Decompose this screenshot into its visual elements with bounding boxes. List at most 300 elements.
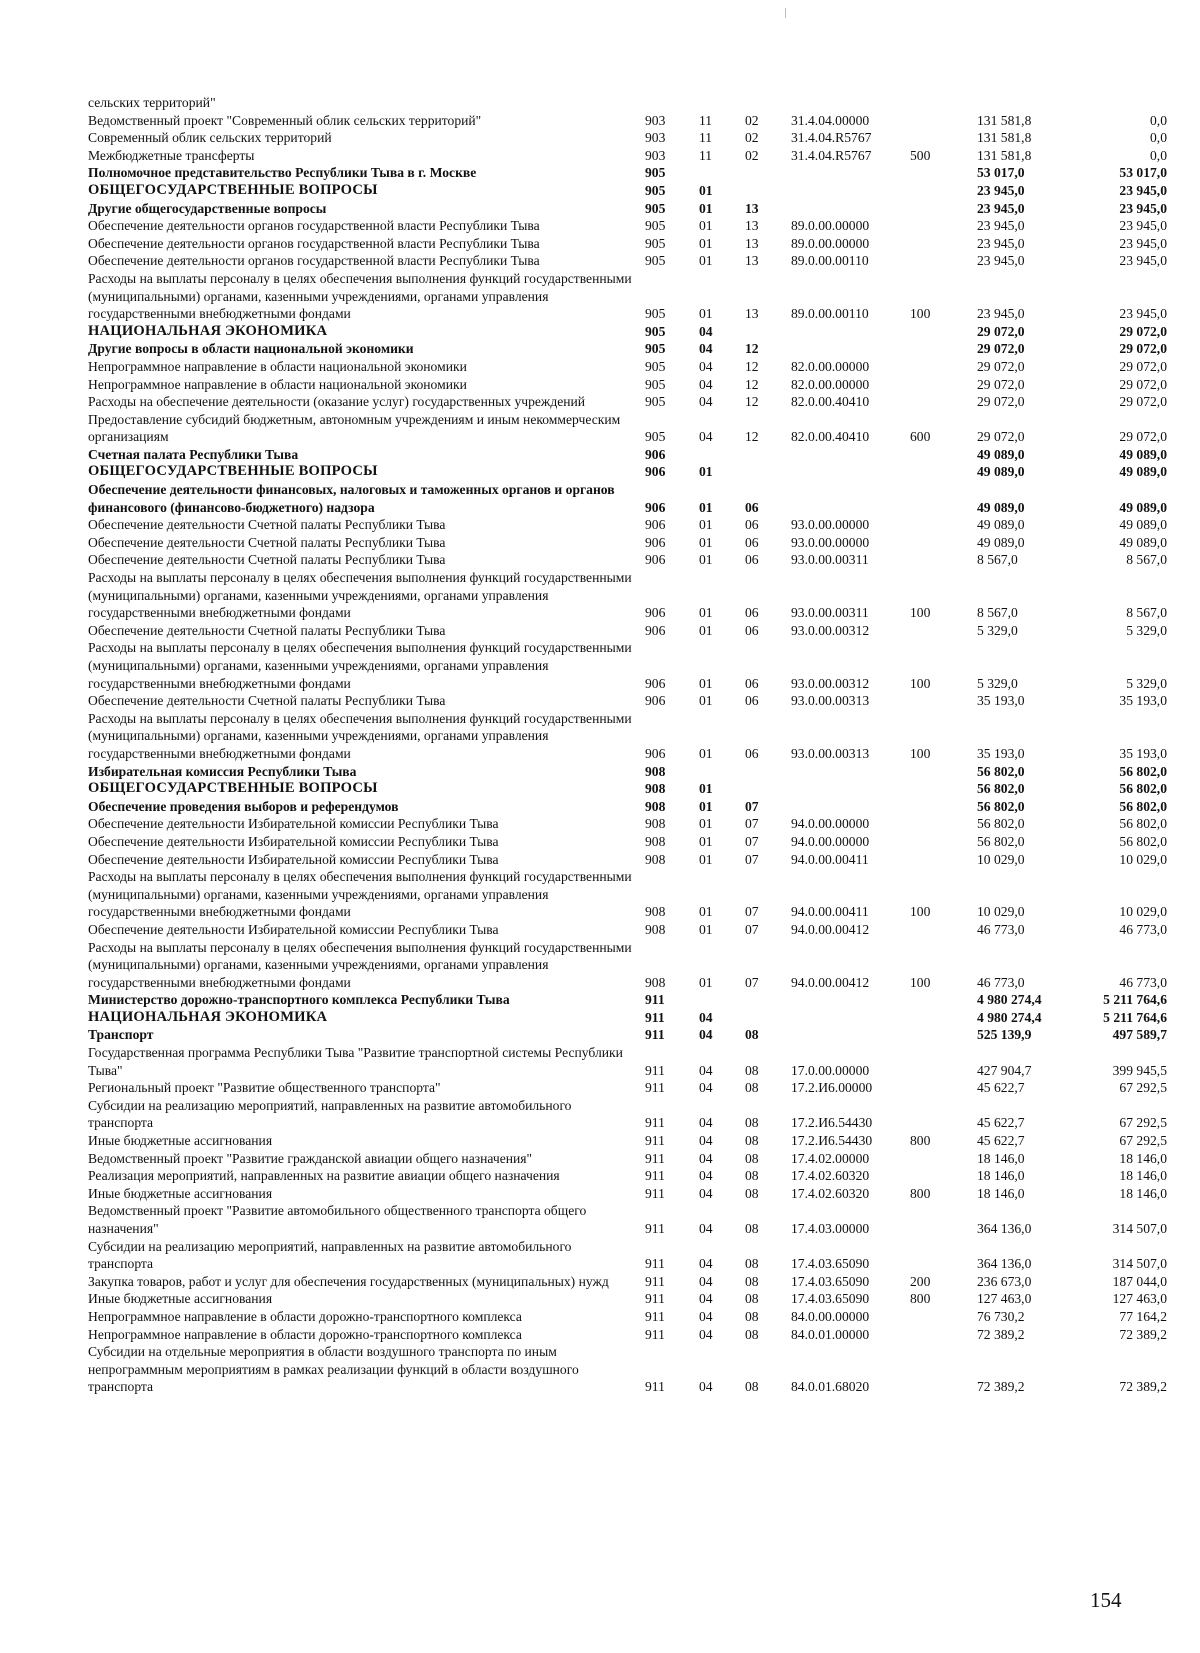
table-row	[88, 94, 1173, 112]
amount-year-1: 76 730,2	[977, 1308, 1025, 1324]
expense-type-code	[902, 815, 957, 833]
target-article-code: 93.0.00.00311	[791, 605, 869, 621]
row-name: Транспорт	[88, 1027, 154, 1043]
subsection-code: 06	[745, 552, 759, 568]
target-article-code: 17.4.02.60320	[791, 1168, 870, 1184]
ved-code: 906	[645, 552, 666, 568]
section-code	[687, 164, 733, 182]
ved-code: 905	[645, 165, 666, 181]
table-row	[88, 1343, 1173, 1396]
subsection-code: 06	[745, 517, 759, 533]
subsection-code	[733, 763, 779, 781]
row-name: Ведомственный проект "Развитие автомобильного общественного транспорта общего назначения"	[88, 1203, 587, 1236]
amount-year-1: 5 329,0	[977, 675, 1018, 691]
amount-year-1: 18 146,0	[977, 1185, 1025, 1201]
table-row	[88, 1185, 1173, 1203]
ved-code: 911	[645, 1168, 665, 1184]
section-code: 01	[699, 182, 713, 198]
ved-code: 903	[645, 112, 666, 128]
section-code: 01	[699, 218, 713, 234]
section-code: 01	[699, 605, 713, 621]
row-name: Современный облик сельских территорий	[88, 130, 332, 146]
amount-year-2: 23 945,0	[1119, 182, 1167, 198]
ved-code: 911	[645, 1115, 665, 1131]
section-code: 01	[699, 464, 713, 480]
amount-year-2: 35 193,0	[1119, 693, 1167, 709]
expense-type-code	[902, 833, 957, 851]
ved-code: 905	[645, 323, 666, 339]
subsection-code: 02	[745, 112, 759, 128]
row-name: Непрограммное направление в области дорожно-транспортного комплекса	[88, 1326, 522, 1342]
row-name: Обеспечение деятельности органов государственной власти Республики Тыва	[88, 253, 540, 269]
ved-code: 911	[645, 1133, 665, 1149]
expense-type-code	[902, 252, 957, 270]
amount-year-2	[1067, 94, 1173, 112]
expense-type-code	[902, 991, 957, 1009]
ved-code: 911	[645, 1256, 665, 1272]
row-name: Расходы на выплаты персоналу в целях обеспечения выполнения функций государственными (муниципальными) органами, казенными учреждениями, органами управления государственными внебюджетными фондами	[88, 640, 632, 691]
target-article-code: 93.0.00.00000	[791, 534, 870, 550]
page-number: 154	[1090, 1588, 1122, 1612]
target-article-code: 89.0.00.00110	[791, 253, 869, 269]
ved-code: 906	[645, 622, 666, 638]
section-code: 01	[699, 745, 713, 761]
amount-year-2: 35 193,0	[1119, 745, 1167, 761]
row-name: Предоставление субсидий бюджетным, автономным учреждениям и иным некоммерческим организациям	[88, 411, 621, 445]
expense-type-code	[902, 217, 957, 235]
expense-type-code	[902, 393, 957, 411]
section-code: 01	[699, 816, 713, 832]
amount-year-2: 49 089,0	[1119, 499, 1167, 515]
amount-year-2: 5 211 764,6	[1103, 1009, 1167, 1025]
expense-type-code	[902, 921, 957, 939]
subsection-code	[733, 780, 779, 798]
subsection-code: 08	[745, 1133, 759, 1149]
section-code: 01	[699, 693, 713, 709]
row-name: Полномочное представительство Республики Тыва в г. Москве	[88, 165, 477, 181]
section-code: 04	[699, 1221, 713, 1236]
target-article-code: 31.4.04.R5767	[791, 147, 872, 163]
target-article-code: 89.0.00.00000	[791, 218, 870, 234]
target-article-code: 17.2.И6.54430	[791, 1115, 873, 1131]
budget-table	[88, 94, 1173, 1396]
subsection-code	[733, 182, 779, 200]
section-code: 04	[699, 1133, 713, 1149]
table-row	[88, 991, 1173, 1009]
row-name: Межбюджетные трансферты	[88, 147, 255, 163]
target-article-code: 93.0.00.00312	[791, 622, 870, 638]
subsection-code: 08	[745, 1080, 759, 1096]
ved-code: 906	[645, 745, 666, 761]
target-article-code: 82.0.00.00000	[791, 376, 870, 392]
ved-code: 911	[645, 1080, 665, 1096]
expense-type-code	[902, 851, 957, 869]
subsection-code: 08	[745, 1308, 759, 1324]
amount-year-2: 8 567,0	[1126, 605, 1167, 621]
table-row	[88, 516, 1173, 534]
amount-year-1: 29 072,0	[977, 376, 1025, 392]
section-code: 04	[699, 358, 713, 374]
section-code: 01	[699, 235, 713, 251]
amount-year-2: 46 773,0	[1119, 921, 1167, 937]
expense-type-code: 100	[910, 974, 931, 990]
row-name: Расходы на выплаты персоналу в целях обеспечения выполнения функций государственными (муниципальными) органами, казенными учреждениями, органами управления государственными внебюджетными фондами	[88, 570, 632, 621]
expense-type-code	[902, 481, 957, 516]
target-article-code: 84.0.01.00000	[791, 1326, 870, 1342]
table-row	[88, 569, 1173, 622]
subsection-code	[733, 463, 779, 481]
row-name: Расходы на выплаты персоналу в целях обеспечения выполнения функций государственными (муниципальными) органами, казенными учреждениями, органами управления государственными внебюджетными фондами	[88, 710, 632, 761]
ved-code: 911	[645, 1308, 665, 1324]
amount-year-2: 127 463,0	[1112, 1291, 1167, 1307]
table-row	[88, 217, 1173, 235]
ved-code: 903	[645, 130, 666, 146]
table-row	[88, 1079, 1173, 1097]
row-name: Иные бюджетные ассигнования	[88, 1133, 273, 1149]
section-code: 01	[699, 851, 713, 867]
row-name: Министерство дорожно-транспортного комплекса Республики Тыва	[88, 992, 510, 1008]
section-code: 04	[699, 341, 713, 357]
expense-type-code	[902, 534, 957, 552]
subsection-code: 08	[745, 1256, 759, 1272]
subsection-code: 06	[745, 675, 759, 691]
ved-code: 906	[645, 675, 666, 691]
subsection-code: 13	[745, 306, 759, 322]
target-article-code	[779, 340, 902, 358]
amount-year-1: 131 581,8	[977, 147, 1032, 163]
expense-type-code	[902, 1167, 957, 1185]
amount-year-1: 29 072,0	[977, 394, 1025, 410]
ved-code: 905	[645, 182, 666, 198]
ved-code: 911	[645, 1273, 665, 1289]
target-article-code	[779, 481, 902, 516]
ved-code: 905	[645, 200, 666, 216]
expense-type-code: 200	[910, 1273, 931, 1289]
amount-year-2: 0,0	[1150, 147, 1167, 163]
amount-year-1: 23 945,0	[977, 200, 1025, 216]
row-name: Обеспечение деятельности Счетной палаты Республики Тыва	[88, 517, 446, 533]
target-article-code: 94.0.00.00000	[791, 816, 870, 832]
target-article-code: 17.2.И6.54430	[791, 1133, 873, 1149]
ved-code: 911	[645, 1150, 665, 1166]
table-row	[88, 833, 1173, 851]
target-article-code: 93.0.00.00000	[791, 517, 870, 533]
amount-year-1: 4 980 274,4	[977, 992, 1042, 1008]
amount-year-1: 72 389,2	[977, 1326, 1025, 1342]
amount-year-1: 8 567,0	[977, 605, 1018, 621]
amount-year-2: 399 945,5	[1112, 1062, 1167, 1078]
row-name: Расходы на выплаты персоналу в целях обеспечения выполнения функций государственными (муниципальными) органами, казенными учреждениями, органами управления государственными внебюджетными фондами	[88, 939, 632, 990]
row-name: Государственная программа Республики Тыва "Развитие транспортной системы Республики Тыва"	[88, 1045, 623, 1078]
row-name: Ведомственный проект "Развитие гражданской авиации общего назначения"	[88, 1150, 533, 1166]
expense-type-code	[902, 340, 957, 358]
subsection-code: 07	[745, 921, 759, 937]
target-article-code: 89.0.00.00000	[791, 235, 870, 251]
ved-code: 908	[645, 851, 666, 867]
subsection-code: 12	[745, 376, 759, 392]
table-row	[88, 1150, 1173, 1168]
section-code: 01	[699, 904, 713, 920]
target-article-code: 93.0.00.00313	[791, 693, 870, 709]
ved-code: 905	[645, 306, 666, 322]
amount-year-1: 10 029,0	[977, 904, 1025, 920]
amount-year-1: 525 139,9	[977, 1027, 1032, 1043]
target-article-code: 82.0.00.00000	[791, 358, 870, 374]
ved-code: 908	[645, 921, 666, 937]
table-row	[88, 1273, 1173, 1291]
ved-code: 908	[645, 763, 666, 779]
table-row	[88, 1167, 1173, 1185]
amount-year-1: 45 622,7	[977, 1133, 1025, 1149]
target-article-code: 82.0.00.40410	[791, 429, 870, 445]
ved-code: 905	[645, 341, 666, 357]
ved-code: 911	[645, 992, 665, 1008]
target-article-code	[779, 1009, 902, 1027]
ved-code: 906	[645, 499, 666, 515]
section-code: 01	[699, 974, 713, 990]
section-code: 04	[699, 1027, 713, 1043]
amount-year-1: 10 029,0	[977, 851, 1025, 867]
row-name: Обеспечение деятельности Избирательной комиссии Республики Тыва	[88, 851, 499, 867]
section-code: 01	[699, 781, 713, 797]
table-row	[88, 851, 1173, 869]
target-article-code: 82.0.00.40410	[791, 394, 870, 410]
table-row	[88, 780, 1173, 798]
row-name: ОБЩЕГОСУДАРСТВЕННЫЕ ВОПРОСЫ	[88, 780, 378, 797]
amount-year-1: 131 581,8	[977, 130, 1032, 146]
subsection-code: 13	[745, 235, 759, 251]
table-row	[88, 1009, 1173, 1027]
table-row	[88, 270, 1173, 323]
subsection-code: 08	[745, 1150, 759, 1166]
target-article-code	[779, 798, 902, 816]
expense-type-code	[902, 780, 957, 798]
amount-year-2: 67 292,5	[1119, 1080, 1167, 1096]
table-row	[88, 147, 1173, 165]
row-name: сельских территорий"	[88, 95, 216, 110]
row-name: Обеспечение деятельности Счетной палаты Республики Тыва	[88, 552, 446, 568]
section-code: 04	[699, 1379, 713, 1395]
target-article-code: 17.4.02.60320	[791, 1185, 870, 1201]
section-code: 04	[699, 1150, 713, 1166]
row-name: Другие вопросы в области национальной экономики	[88, 341, 414, 357]
amount-year-2: 8 567,0	[1126, 552, 1167, 568]
row-name: Другие общегосударственные вопросы	[88, 200, 327, 216]
amount-year-2: 49 089,0	[1119, 446, 1167, 462]
section-code: 04	[699, 1256, 713, 1272]
section-code: 11	[699, 112, 713, 128]
subsection-code: 02	[745, 147, 759, 163]
row-name: Обеспечение проведения выборов и референдумов	[88, 798, 399, 814]
scan-mark	[785, 8, 786, 18]
target-article-code: 17.4.02.00000	[791, 1150, 870, 1166]
amount-year-1: 49 089,0	[977, 517, 1025, 533]
expense-type-code	[902, 692, 957, 710]
subsection-code: 12	[745, 341, 759, 357]
target-article-code: 94.0.00.00411	[791, 904, 869, 920]
table-row	[88, 481, 1173, 516]
amount-year-2: 29 072,0	[1119, 376, 1167, 392]
expense-type-code: 100	[910, 904, 931, 920]
subsection-code: 08	[745, 1185, 759, 1201]
amount-year-1: 8 567,0	[977, 552, 1018, 568]
table-row	[88, 1308, 1173, 1326]
subsection-code: 12	[745, 358, 759, 374]
ved-code: 911	[645, 1027, 665, 1043]
subsection-code: 08	[745, 1379, 759, 1395]
expense-type-code	[902, 1343, 957, 1396]
subsection-code: 08	[745, 1027, 759, 1043]
target-article-code: 17.4.03.00000	[791, 1221, 870, 1236]
expense-type-code	[902, 200, 957, 218]
table-row	[88, 534, 1173, 552]
expense-type-code	[902, 376, 957, 394]
table-row	[88, 340, 1173, 358]
section-code: 04	[699, 394, 713, 410]
amount-year-2: 29 072,0	[1119, 341, 1167, 357]
amount-year-1: 49 089,0	[977, 499, 1025, 515]
amount-year-1: 131 581,8	[977, 112, 1032, 128]
target-article-code: 17.4.03.65090	[791, 1256, 870, 1272]
ved-code: 911	[645, 1221, 665, 1236]
amount-year-1: 29 072,0	[977, 429, 1025, 445]
target-article-code: 94.0.00.00000	[791, 833, 870, 849]
ved-code: 903	[645, 147, 666, 163]
subsection-code: 07	[745, 974, 759, 990]
target-article-code: 93.0.00.00313	[791, 745, 870, 761]
section-code: 01	[699, 200, 713, 216]
section-code	[687, 991, 733, 1009]
target-article-code: 94.0.00.00412	[791, 921, 870, 937]
target-article-code: 17.4.03.65090	[791, 1273, 870, 1289]
section-code: 01	[699, 833, 713, 849]
amount-year-2: 29 072,0	[1119, 394, 1167, 410]
amount-year-2: 18 146,0	[1119, 1185, 1167, 1201]
table-row	[88, 112, 1173, 130]
ved-code: 905	[645, 235, 666, 251]
amount-year-2: 23 945,0	[1119, 306, 1167, 322]
table-row	[88, 358, 1173, 376]
target-article-code: 17.0.00.00000	[791, 1062, 870, 1078]
subsection-code	[733, 446, 779, 464]
amount-year-2: 53 017,0	[1119, 165, 1167, 181]
subsection-code	[733, 991, 779, 1009]
ved-code: 908	[645, 816, 666, 832]
table-row	[88, 235, 1173, 253]
subsection-code: 08	[745, 1326, 759, 1342]
section-code: 04	[699, 1185, 713, 1201]
amount-year-2: 49 089,0	[1119, 534, 1167, 550]
target-article-code: 17.4.03.65090	[791, 1291, 870, 1307]
ved-code: 908	[645, 974, 666, 990]
amount-year-1: 49 089,0	[977, 464, 1025, 480]
amount-year-1: 45 622,7	[977, 1115, 1025, 1131]
amount-year-1: 5 329,0	[977, 622, 1018, 638]
target-article-code	[779, 323, 902, 341]
amount-year-2: 56 802,0	[1119, 816, 1167, 832]
row-name: Обеспечение деятельности Счетной палаты Республики Тыва	[88, 693, 446, 709]
section-code: 01	[699, 253, 713, 269]
subsection-code: 06	[745, 499, 759, 515]
expense-type-code: 100	[910, 605, 931, 621]
amount-year-2: 18 146,0	[1119, 1168, 1167, 1184]
amount-year-1: 29 072,0	[977, 323, 1025, 339]
amount-year-2: 5 211 764,6	[1103, 992, 1167, 1008]
target-article-code	[779, 991, 902, 1009]
amount-year-1: 49 089,0	[977, 534, 1025, 550]
amount-year-2: 18 146,0	[1119, 1150, 1167, 1166]
section-code: 01	[699, 798, 713, 814]
row-name: Ведомственный проект "Современный облик сельских территорий"	[88, 112, 482, 128]
amount-year-1: 53 017,0	[977, 165, 1025, 181]
subsection-code: 13	[745, 218, 759, 234]
ved-code: 911	[645, 1185, 665, 1201]
row-name: НАЦИОНАЛЬНАЯ ЭКОНОМИКА	[88, 322, 328, 339]
subsection-code: 08	[745, 1291, 759, 1307]
amount-year-2: 23 945,0	[1119, 253, 1167, 269]
target-article-code	[779, 164, 902, 182]
ved-code: 905	[645, 394, 666, 410]
amount-year-1: 45 622,7	[977, 1080, 1025, 1096]
table-row	[88, 376, 1173, 394]
row-name: Субсидии на реализацию мероприятий, направленных на развитие автомобильного транспорта	[88, 1097, 572, 1131]
table-row	[88, 411, 1173, 446]
row-name: Обеспечение деятельности органов государственной власти Республики Тыва	[88, 218, 540, 234]
section-code: 04	[699, 1291, 713, 1307]
amount-year-1: 18 146,0	[977, 1168, 1025, 1184]
table-row	[88, 763, 1173, 781]
expense-type-code	[902, 1026, 957, 1044]
subsection-code: 08	[745, 1221, 759, 1236]
section-code	[687, 94, 733, 112]
amount-year-1: 35 193,0	[977, 745, 1025, 761]
target-article-code: 84.0.01.68020	[791, 1379, 870, 1395]
section-code	[687, 763, 733, 781]
section-code: 11	[699, 147, 713, 163]
section-code: 01	[699, 517, 713, 533]
ved-code: 911	[645, 1326, 665, 1342]
subsection-code: 08	[745, 1062, 759, 1078]
ved-code: 906	[645, 534, 666, 550]
target-article-code	[779, 94, 902, 112]
table-row	[88, 1097, 1173, 1132]
expense-type-code	[902, 798, 957, 816]
amount-year-2: 56 802,0	[1119, 763, 1167, 779]
section-code: 04	[699, 429, 713, 445]
target-article-code: 94.0.00.00411	[791, 851, 869, 867]
table-row	[88, 1290, 1173, 1308]
subsection-code: 06	[745, 534, 759, 550]
expense-type-code	[902, 94, 957, 112]
row-name: Расходы на выплаты персоналу в целях обеспечения выполнения функций государственными (муниципальными) органами, казенными учреждениями, органами управления государственными внебюджетными фондами	[88, 869, 632, 920]
amount-year-2: 497 589,7	[1112, 1027, 1167, 1043]
subsection-code: 06	[745, 693, 759, 709]
target-article-code: 94.0.00.00412	[791, 974, 870, 990]
amount-year-1: 23 945,0	[977, 306, 1025, 322]
amount-year-2: 49 089,0	[1119, 517, 1167, 533]
row-name: Субсидии на реализацию мероприятий, направленных на развитие автомобильного транспорта	[88, 1238, 572, 1272]
table-row	[88, 463, 1173, 481]
expense-type-code	[902, 1150, 957, 1168]
table-row	[88, 200, 1173, 218]
subsection-code	[733, 1009, 779, 1027]
amount-year-2: 23 945,0	[1119, 218, 1167, 234]
row-name: Расходы на выплаты персоналу в целях обеспечения выполнения функций государственными (муниципальными) органами, казенными учреждениями, органами управления государственными внебюджетными фондами	[88, 270, 632, 322]
amount-year-2: 0,0	[1150, 112, 1167, 128]
expense-type-code: 800	[910, 1185, 931, 1201]
amount-year-2: 67 292,5	[1119, 1133, 1167, 1149]
ved-code: 906	[645, 446, 666, 462]
